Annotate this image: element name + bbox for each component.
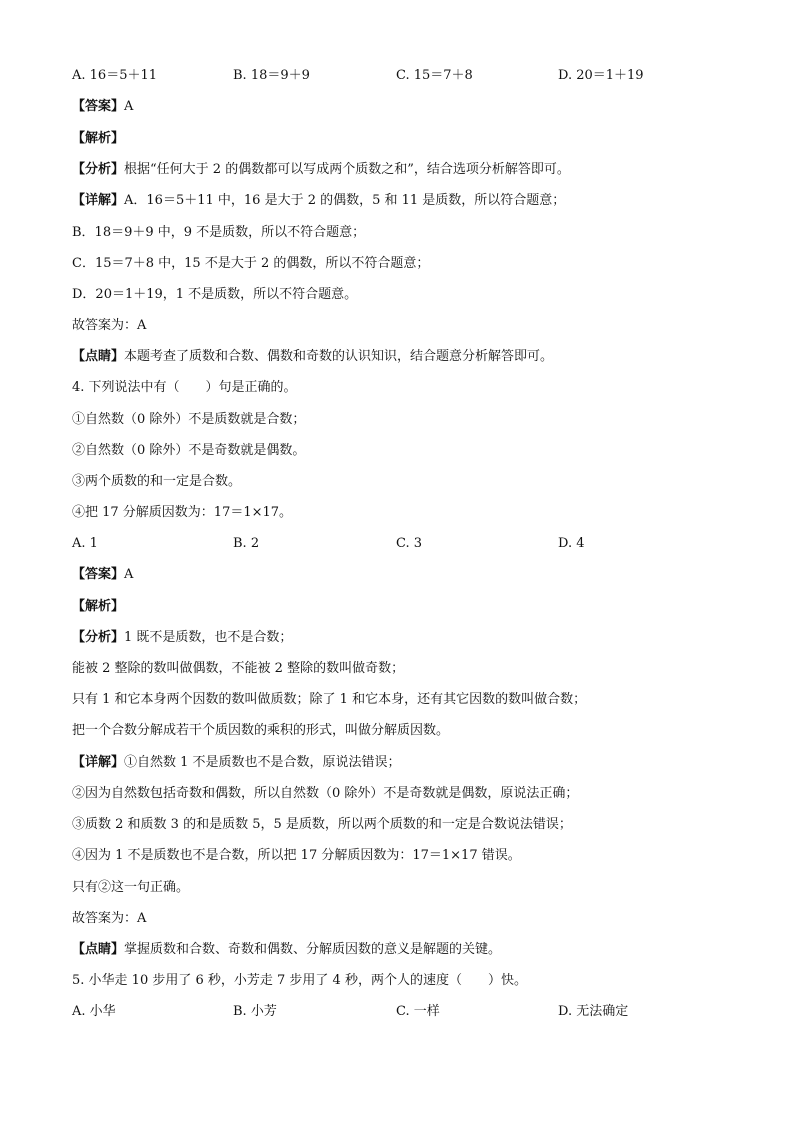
q3-option-b: B. 18＝9＋9: [233, 68, 310, 83]
dianjing-tag: 【点睛】: [72, 942, 125, 957]
q4-option-b: B. 2: [233, 536, 260, 551]
q3-option-d: D. 20＝1＋19: [558, 68, 644, 83]
q3-xiangjie-line-1: [72, 192, 565, 210]
fenxi-text: 根据“任何大于 2 的偶数都可以写成两个质数之和”，结合选项分析解答即可。: [124, 162, 570, 177]
q4-option-d: D. 4: [558, 536, 585, 551]
q4-xiangjie-line-4: ④因为 1 不是质数也不是合数，所以把 17 分解质因数为：17＝1×17 错误。: [72, 848, 521, 863]
answer-value: A: [124, 567, 134, 582]
xiangjie-tag: 【详解】: [72, 755, 125, 770]
q4-fenxi-line-2: 能被 2 整除的数叫做偶数，不能被 2 整除的数叫做奇数；: [72, 661, 405, 676]
q4-fenxi-line-4: 把一个合数分解成若干个质因数的乘积的形式，叫做分解质因数。: [72, 723, 450, 738]
q3-jiexi-heading: 【解析】: [72, 131, 125, 146]
q3-answer-line: [72, 98, 133, 116]
q4-fenxi-line-3: 只有 1 和它本身两个因数的数叫做质数；除了 1 和它本身，还有其它因数的数叫做合数；: [72, 692, 587, 707]
answer-value: A: [124, 99, 134, 114]
q4-option-a: A. 1: [72, 536, 98, 551]
q4-stem: 4. 下列说法中有（ ）句是正确的。: [72, 380, 297, 395]
xiangjie-tag: 【详解】: [72, 193, 125, 208]
q4-xiangjie-line-1: [72, 754, 401, 772]
q5-option-b: B. 小芳: [233, 1004, 277, 1019]
q3-dianjing-line: [72, 348, 553, 366]
q4-option-c: C. 3: [396, 536, 423, 551]
answer-tag: 【答案】: [72, 99, 125, 114]
q4-statement-1: ①自然数（0 除外）不是质数就是合数；: [72, 412, 306, 427]
q5-option-c: C. 一样: [396, 1004, 440, 1019]
q3-conclusion: 故答案为：A: [72, 318, 147, 333]
q4-statement-4: ④把 17 分解质因数为：17＝1×17。: [72, 505, 293, 520]
q4-conclusion: 故答案为：A: [72, 911, 147, 926]
q4-answer-line: [72, 566, 133, 584]
q3-option-c: C. 15＝7＋8: [396, 68, 473, 83]
dianjing-text: 本题考查了质数和合数、偶数和奇数的认识知识，结合题意分析解答即可。: [124, 349, 554, 364]
q3-xiangjie-line-3: C．15＝7＋8 中，15 不是大于 2 的偶数，所以不符合题意；: [72, 256, 430, 271]
q4-xiangjie-line-5: 只有②这一句正确。: [72, 880, 190, 895]
dianjing-text: 掌握质数和合数、奇数和偶数、分解质因数的意义是解题的关键。: [124, 942, 502, 957]
q5-option-d: D. 无法确定: [558, 1004, 629, 1019]
q4-fenxi-line-1: [72, 629, 292, 647]
xiangjie-text: ①自然数 1 不是质数也不是合数，原说法错误；: [124, 755, 401, 770]
q3-option-a: A. 16＝5＋11: [72, 68, 158, 83]
q3-fenxi-line: [72, 161, 570, 179]
q4-dianjing-line: [72, 941, 501, 959]
q5-option-a: A. 小华: [72, 1004, 116, 1019]
q4-statement-3: ③两个质数的和一定是合数。: [72, 474, 242, 489]
answer-tag: 【答案】: [72, 567, 125, 582]
q4-jiexi-heading: 【解析】: [72, 599, 125, 614]
q4-xiangjie-line-3: ③质数 2 和质数 3 的和是质数 5，5 是质数，所以两个质数的和一定是合数说法错误；: [72, 817, 572, 832]
q4-statement-2: ②自然数（0 除外）不是奇数就是偶数。: [72, 443, 306, 458]
fenxi-text: 1 既不是质数，也不是合数；: [124, 630, 293, 645]
q4-xiangjie-line-2: ②因为自然数包括奇数和偶数，所以自然数（0 除外）不是奇数就是偶数，原说法正确；: [72, 786, 579, 801]
xiangjie-text: A．16＝5＋11 中，16 是大于 2 的偶数，5 和 11 是质数，所以符合题意；: [124, 193, 566, 208]
q3-xiangjie-line-4: D．20＝1＋19，1 不是质数，所以不符合题意。: [72, 287, 358, 302]
dianjing-tag: 【点睛】: [72, 349, 125, 364]
fenxi-tag: 【分析】: [72, 162, 125, 177]
q5-stem: 5. 小华走 10 步用了 6 秒，小芳走 7 步用了 4 秒，两个人的速度（ ）快。: [72, 973, 527, 988]
fenxi-tag: 【分析】: [72, 630, 125, 645]
q3-xiangjie-line-2: B．18＝9＋9 中，9 不是质数，所以不符合题意；: [72, 225, 366, 240]
